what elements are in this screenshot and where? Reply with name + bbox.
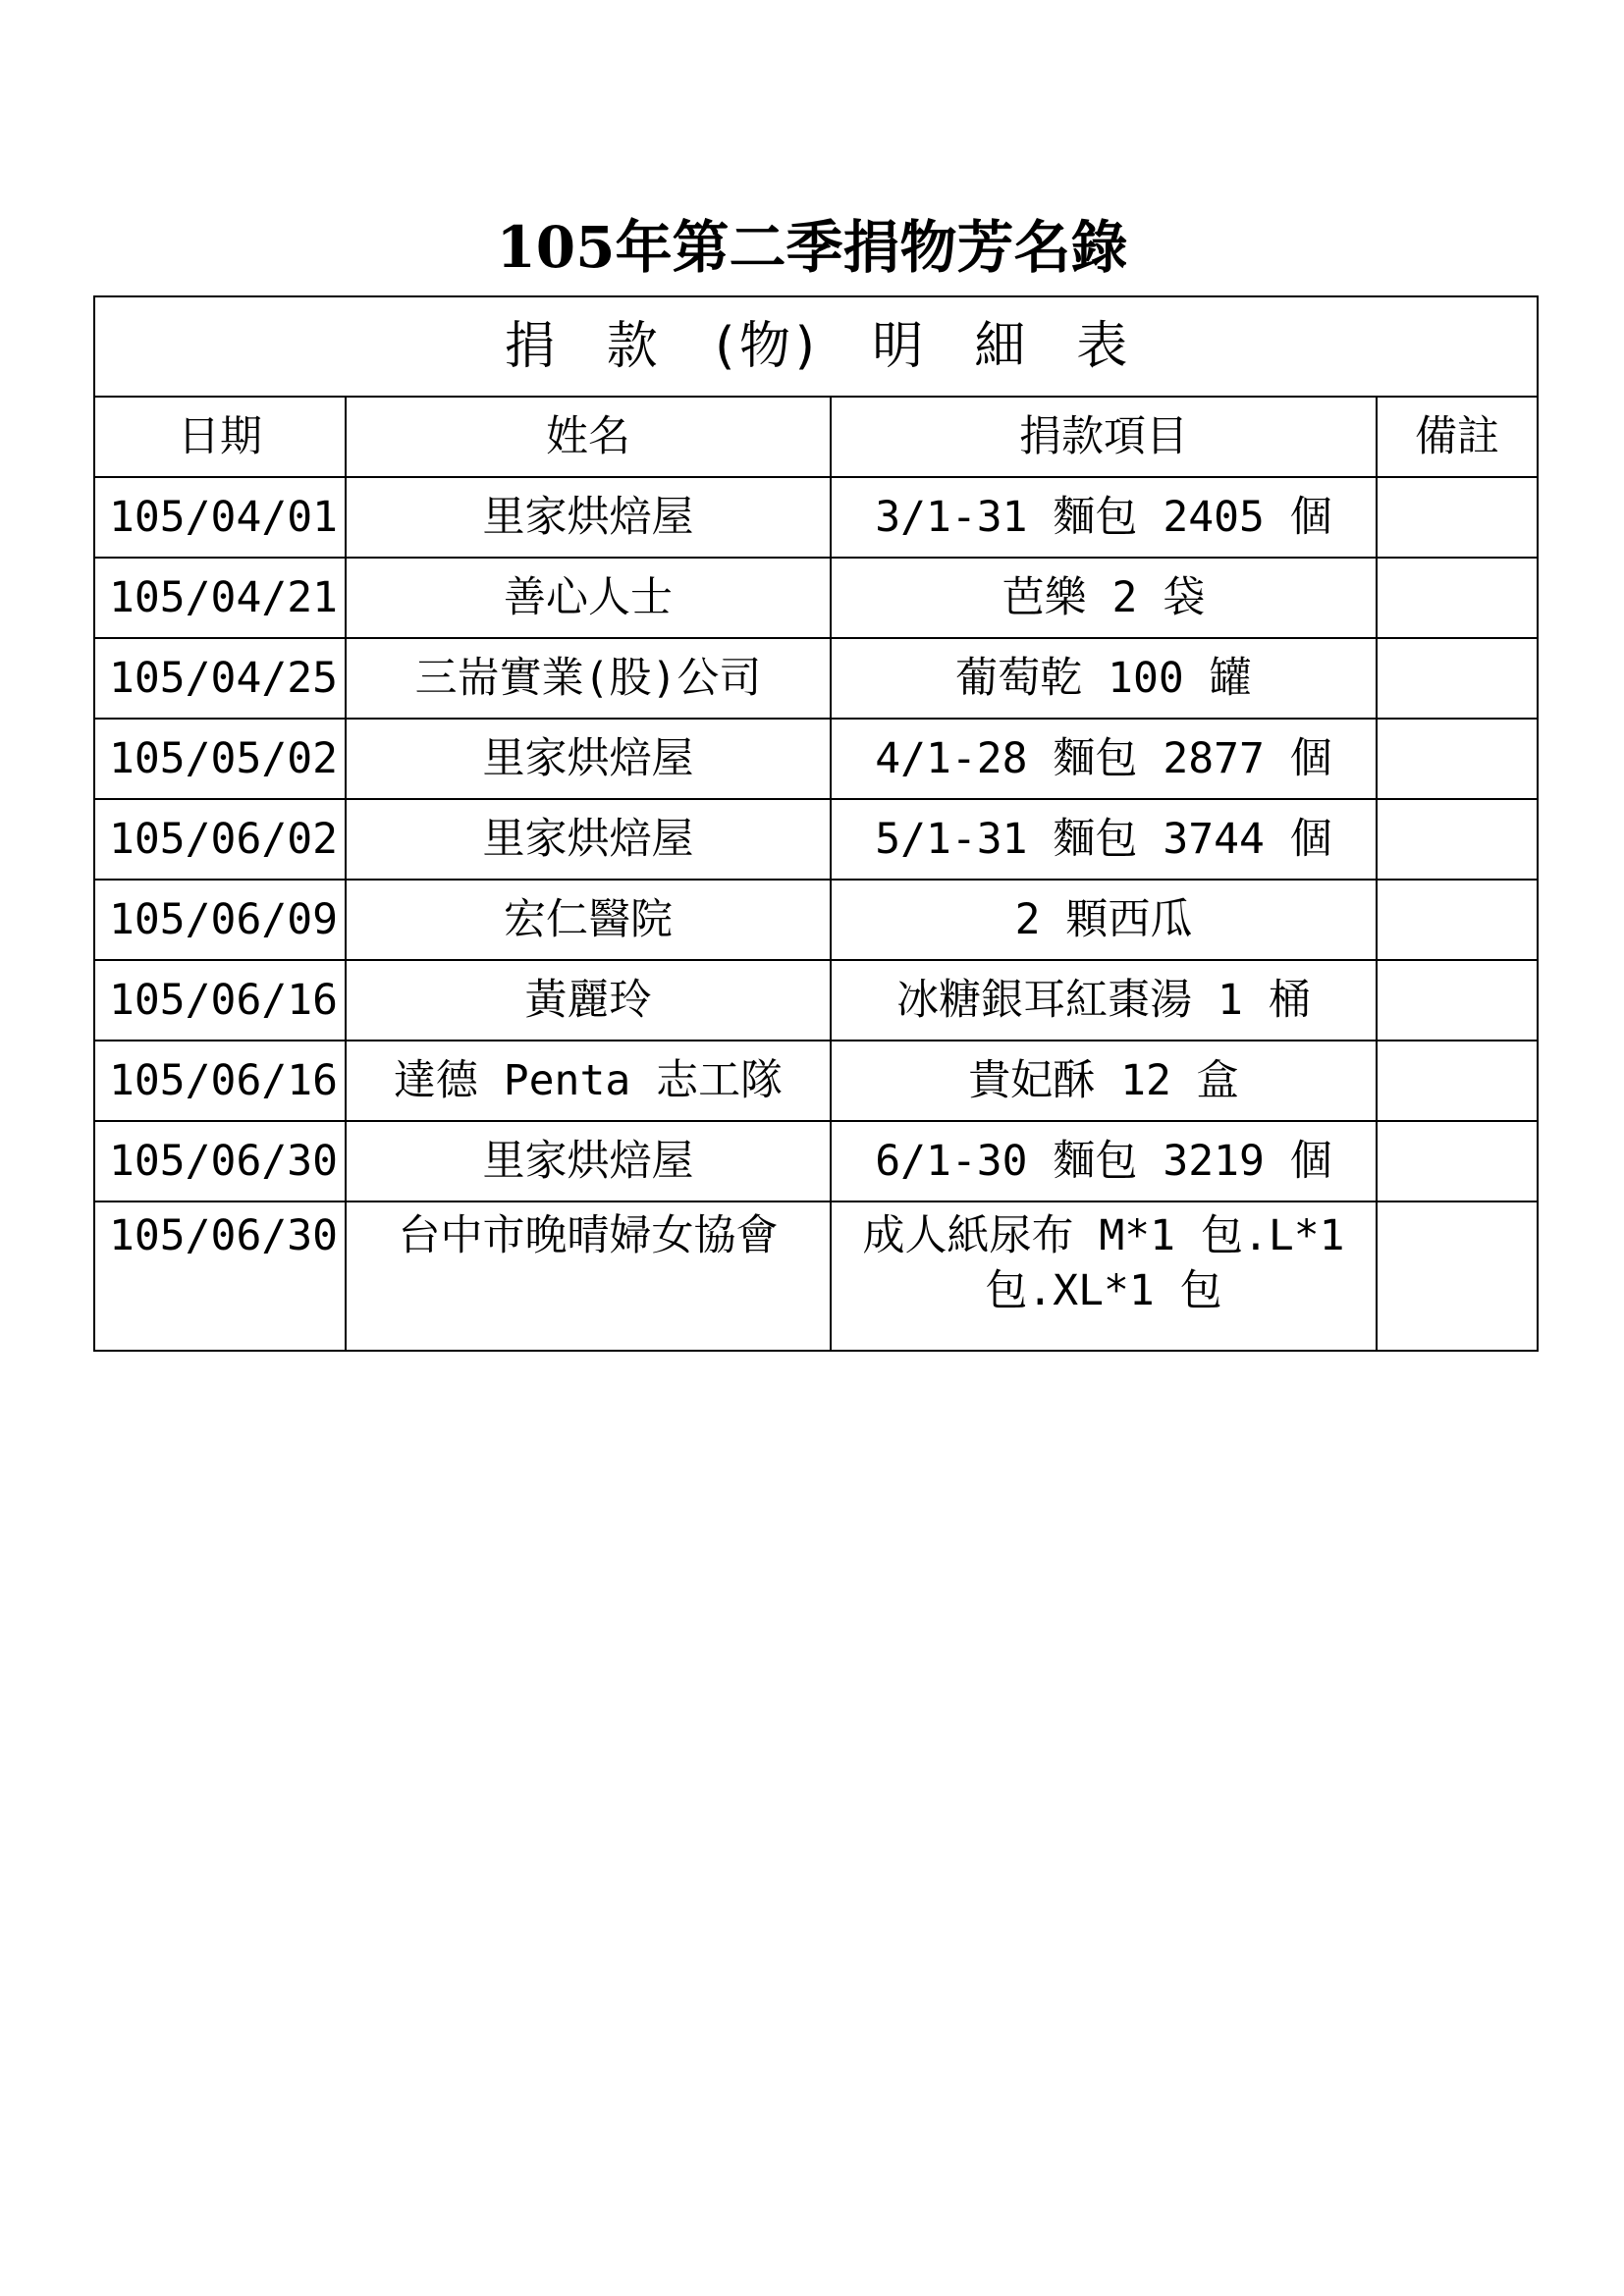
- table-row: [94, 960, 1538, 1041]
- table-row: [94, 477, 1538, 558]
- date-cell: 105/06/16: [94, 960, 346, 1041]
- date-cell: 105/06/09: [94, 880, 346, 960]
- date-cell: 105/04/21: [94, 558, 346, 638]
- note-cell: [1377, 1121, 1538, 1201]
- item-cell: 4/1-28 麵包 2877 個: [831, 719, 1377, 799]
- date-cell: 105/06/30: [94, 1201, 346, 1351]
- name-cell: 三耑實業(股)公司: [346, 638, 831, 719]
- table-row: [94, 719, 1538, 799]
- note-cell: [1377, 880, 1538, 960]
- donation-table: [93, 295, 1539, 1352]
- date-cell: 105/06/30: [94, 1121, 346, 1201]
- item-cell: 成人紙尿布 M*1 包.L*1 包.XL*1 包: [831, 1201, 1377, 1351]
- date-cell: 105/05/02: [94, 719, 346, 799]
- name-cell: 里家烘焙屋: [346, 719, 831, 799]
- date-cell: 105/04/25: [94, 638, 346, 719]
- name-cell: 里家烘焙屋: [346, 799, 831, 880]
- item-cell: 2 顆西瓜: [831, 880, 1377, 960]
- item-cell: 貴妃酥 12 盒: [831, 1041, 1377, 1121]
- note-cell: [1377, 477, 1538, 558]
- date-cell: 105/06/16: [94, 1041, 346, 1121]
- header-name: 姓名: [346, 397, 831, 477]
- note-cell: [1377, 1041, 1538, 1121]
- note-cell: [1377, 719, 1538, 799]
- table-row: [94, 638, 1538, 719]
- name-cell: 達德 Penta 志工隊: [346, 1041, 831, 1121]
- header-date: 日期: [94, 397, 346, 477]
- item-cell: 冰糖銀耳紅棗湯 1 桶: [831, 960, 1377, 1041]
- date-cell: 105/04/01: [94, 477, 346, 558]
- name-cell: 里家烘焙屋: [346, 1121, 831, 1201]
- table-caption-text: 捐 款 (物) 明 細 表: [504, 317, 1128, 376]
- item-cell: 5/1-31 麵包 3744 個: [831, 799, 1377, 880]
- name-cell: 里家烘焙屋: [346, 477, 831, 558]
- name-cell: 台中市晚晴婦女協會: [346, 1201, 831, 1351]
- header-note: 備註: [1377, 397, 1538, 477]
- item-cell: 3/1-31 麵包 2405 個: [831, 477, 1377, 558]
- table-row: [94, 1041, 1538, 1121]
- date-cell: 105/06/02: [94, 799, 346, 880]
- table-row: [94, 799, 1538, 880]
- name-cell: 善心人士: [346, 558, 831, 638]
- note-cell: [1377, 1201, 1538, 1351]
- note-cell: [1377, 638, 1538, 719]
- table-row: [94, 1121, 1538, 1201]
- item-cell: 6/1-30 麵包 3219 個: [831, 1121, 1377, 1201]
- table-row: [94, 558, 1538, 638]
- table-caption: [94, 296, 1538, 397]
- item-cell: 芭樂 2 袋: [831, 558, 1377, 638]
- note-cell: [1377, 960, 1538, 1041]
- table-header-row: [94, 397, 1538, 477]
- header-item: 捐款項目: [831, 397, 1377, 477]
- note-cell: [1377, 799, 1538, 880]
- note-cell: [1377, 558, 1538, 638]
- table-row: [94, 1201, 1538, 1351]
- table-caption-row: [94, 296, 1538, 397]
- name-cell: 宏仁醫院: [346, 880, 831, 960]
- name-cell: 黃麗玲: [346, 960, 831, 1041]
- table-row: [94, 880, 1538, 960]
- item-cell: 葡萄乾 100 罐: [831, 638, 1377, 719]
- page-title: 105年第二季捐物芳名錄: [496, 214, 1128, 281]
